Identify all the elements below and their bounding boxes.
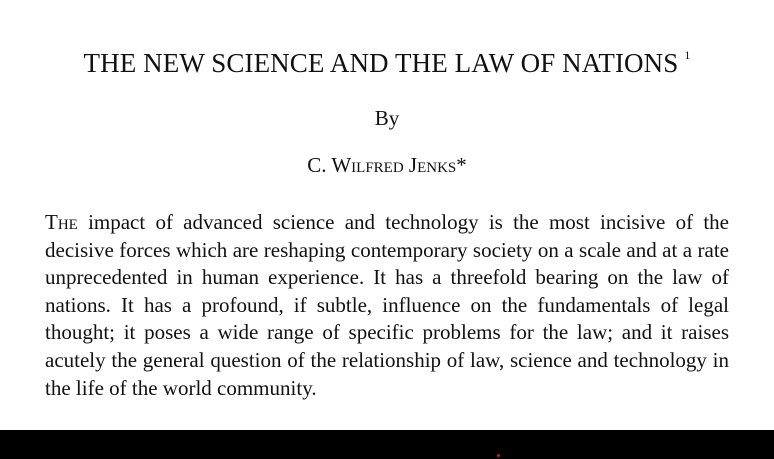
article-title-text: THE NEW SCIENCE AND THE LAW OF NATIONS: [83, 48, 679, 78]
body-paragraph: [45, 209, 729, 402]
lead-word: The: [45, 210, 78, 234]
bottom-black-bar: [0, 430, 774, 459]
body-text: impact of advanced science and technology is the most incisive of the decisive forces which are reshaping contemporary society on a scale and at a rate unprecedented in human experience. It has a threefold bearing on the law of nations. It has a profound, if subtle, influence on the fundamentals of legal thought; it poses a wide range of specific problems for the law; and it raises acutely the general question of the relationship of law, science and technology in the life of the world community.: [45, 210, 729, 400]
title-footnote-marker: 1: [684, 48, 691, 62]
article-title: [0, 48, 774, 79]
author-name: C. Wilfred Jenks*: [307, 153, 467, 177]
red-dot-marker: [497, 454, 500, 457]
byline: By: [374, 106, 400, 130]
